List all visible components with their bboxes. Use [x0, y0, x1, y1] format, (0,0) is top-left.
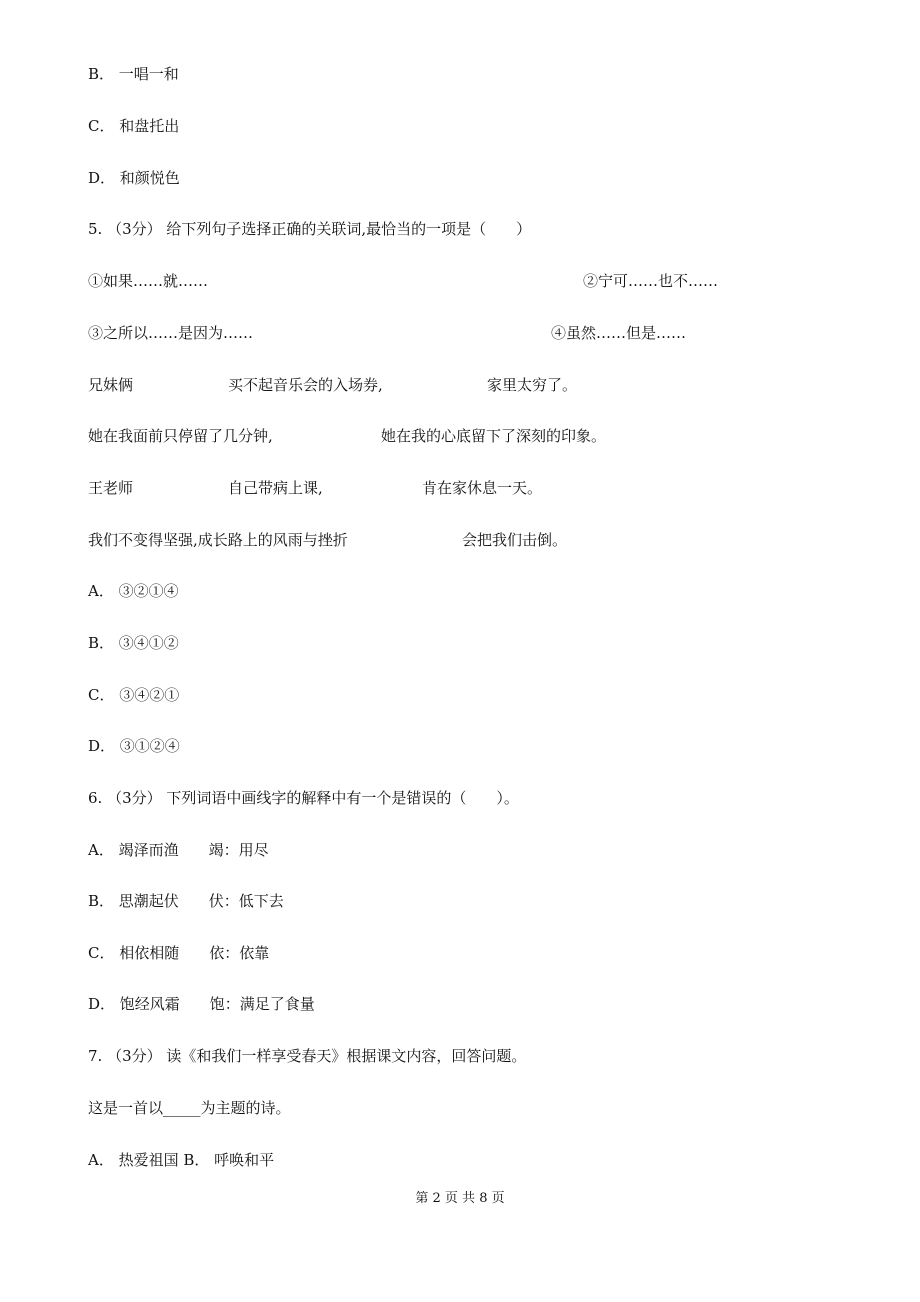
q5-word-4: ④虽然……但是…… [551, 324, 687, 342]
q6-stem: 6. （3分） 下列词语中画线字的解释中有一个是错误的（ ）。 [88, 789, 519, 807]
q5-sentence-1-b: 买不起音乐会的入场券, [228, 376, 383, 394]
q7-subquestion: 这是一首以_____为主题的诗。 [88, 1099, 291, 1117]
q5-word-3: ③之所以……是因为…… [88, 324, 254, 342]
q5-sentence-3-b: 自己带病上课, [228, 479, 323, 497]
q4-option-b: B． 一唱一和 [88, 65, 179, 83]
q5-sentence-3-c: 肯在家休息一天。 [422, 479, 543, 497]
q5-word-2: ②宁可……也不…… [583, 272, 719, 290]
q5-option-a: A． ③②①④ [88, 582, 179, 600]
q4-option-d: D． 和颜悦色 [88, 169, 180, 187]
q5-sentence-1-a: 兄妹俩 [88, 376, 134, 394]
q5-sentence-1-c: 家里太穷了。 [487, 376, 578, 394]
page-footer: 第 2 页 共 8 页 [415, 1191, 505, 1206]
q7-options: A． 热爱祖国 B． 呼唤和平 [88, 1151, 275, 1169]
q6-option-a: A． 竭泽而渔 竭：用尽 [88, 841, 269, 859]
q5-word-1: ①如果……就…… [88, 272, 209, 290]
q5-sentence-2-b: 她在我的心底留下了深刻的印象。 [381, 427, 607, 445]
q5-sentence-4-b: 会把我们击倒。 [462, 531, 568, 549]
q5-option-c: C． ③④②① [88, 686, 180, 704]
q6-option-d: D． 饱经风霜 饱：满足了食量 [88, 995, 315, 1013]
q5-option-d: D． ③①②④ [88, 737, 180, 755]
q5-sentence-4-a: 我们不变得坚强,成长路上的风雨与挫折 [88, 531, 348, 549]
q6-option-b: B． 思潮起伏 伏：低下去 [88, 892, 284, 910]
q5-option-b: B． ③④①② [88, 634, 179, 652]
q6-option-c: C． 相依相随 依：依靠 [88, 944, 270, 962]
q5-sentence-3-a: 王老师 [88, 479, 134, 497]
q5-stem: 5. （3分） 给下列句子选择正确的关联词,最恰当的一项是（ ） [88, 220, 532, 238]
q4-option-c: C． 和盘托出 [88, 117, 180, 135]
q7-stem: 7. （3分） 读《和我们一样享受春天》根据课文内容，回答问题。 [88, 1047, 527, 1065]
q5-sentence-2-a: 她在我面前只停留了几分钟, [88, 427, 273, 445]
